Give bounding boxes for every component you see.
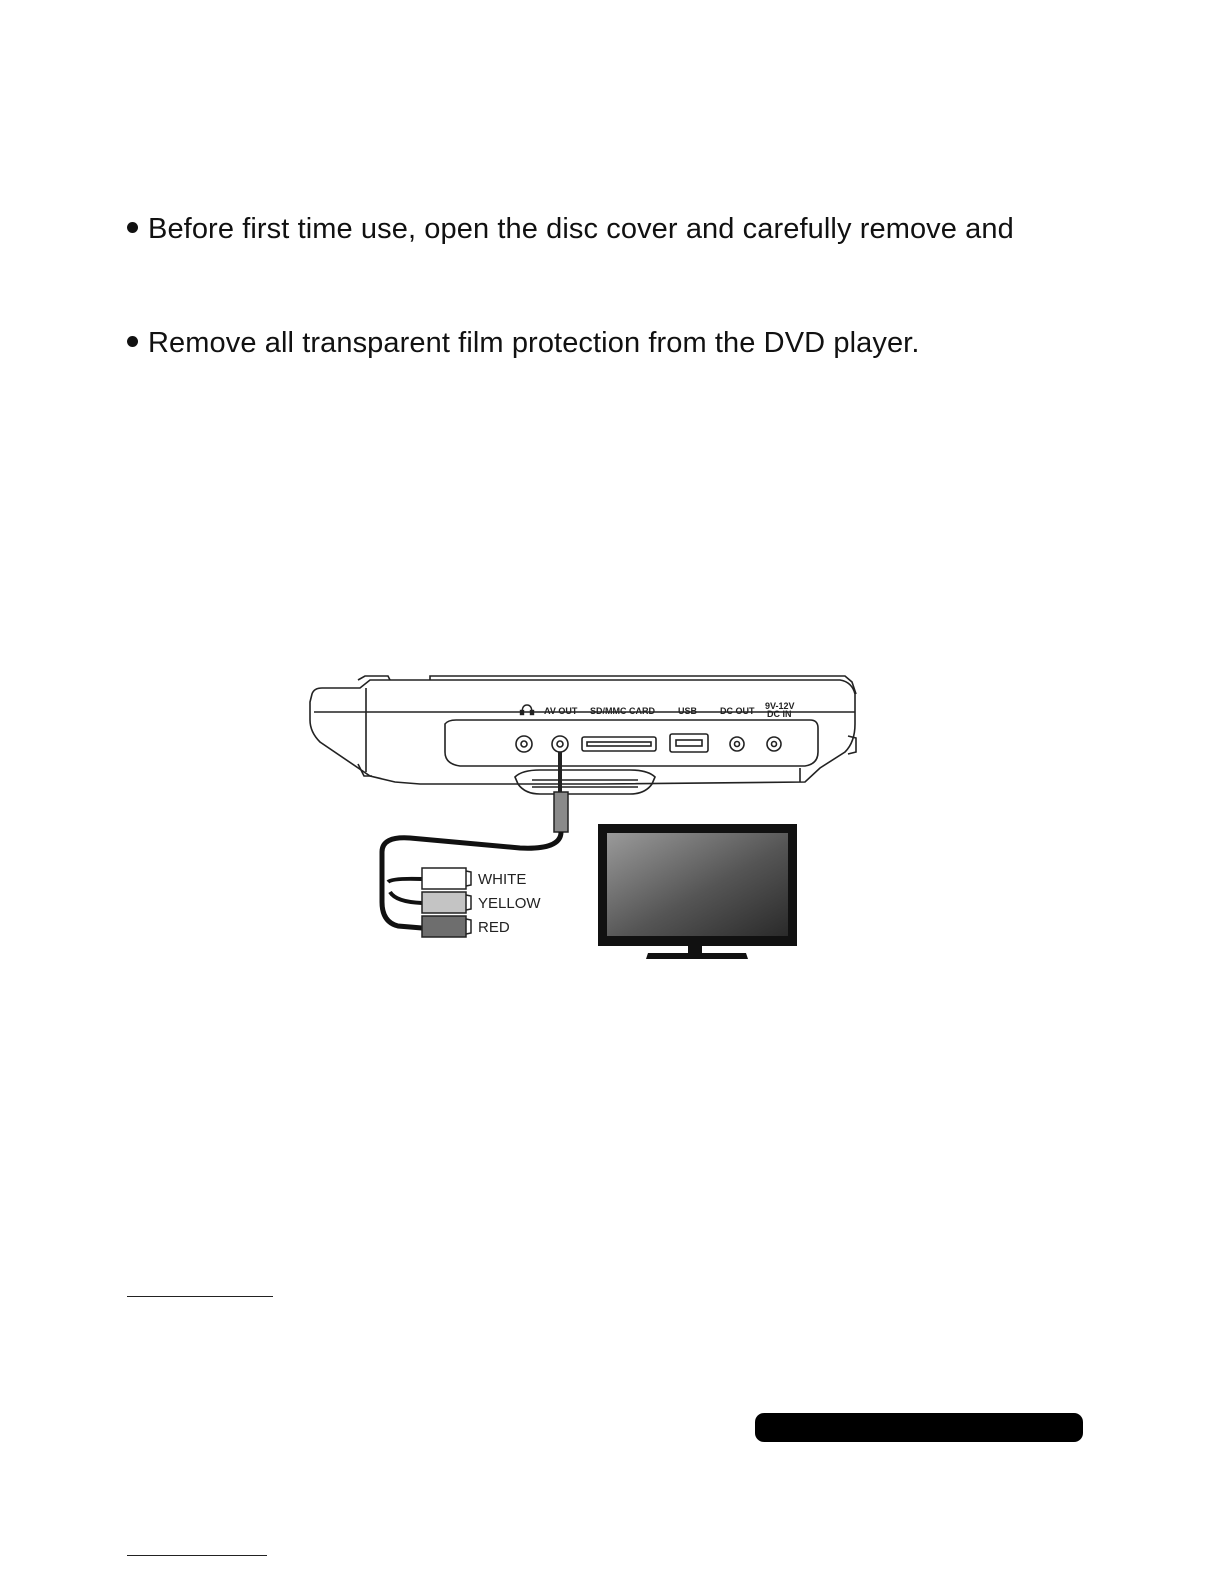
instruction-bullet-remove-packing [127,211,1014,247]
tv-stand [646,953,748,959]
television [598,824,797,959]
av-out-label: AV OUT [544,706,578,716]
dc-in-jack [767,737,781,751]
red-plug [422,916,466,937]
dc-in-voltage-label: 9V-12V [765,701,795,711]
footnote-rule [127,1296,273,1297]
bullet-text: Before first time use, open the disc cover and carefully remove and [148,213,1014,245]
footer-rule [127,1555,267,1556]
bullet-text: Remove all transparent film protection from the DVD player. [148,327,920,359]
white-plug [422,868,466,889]
dc-out-jack [730,737,744,751]
rca-plugs [422,868,471,937]
dc-out-label: DC OUT [720,706,755,716]
av-connection-diagram [300,672,870,972]
av-out-jack [552,736,568,752]
tv-neck [688,946,702,953]
bullet-dot [127,222,138,233]
player-ports [516,734,781,752]
bullet-dot [127,336,138,347]
red-label: RED [478,919,510,936]
redacted-bar [755,1413,1083,1442]
headphone-jack [516,736,532,752]
av-plug [554,792,568,832]
usb-label: USB [678,706,698,716]
dvd-player-side-view [310,676,856,794]
sd-card-slot [582,737,656,751]
dc-in-label: DC IN [767,709,792,719]
sd-card-label: SD/MMC CARD [590,706,655,716]
headphone-icon [521,705,534,715]
tv-screen [607,833,788,936]
yellow-plug [422,892,466,913]
white-label: WHITE [478,871,527,888]
instruction-bullet-remove-film [127,325,920,361]
yellow-label: YELLOW [478,895,541,912]
